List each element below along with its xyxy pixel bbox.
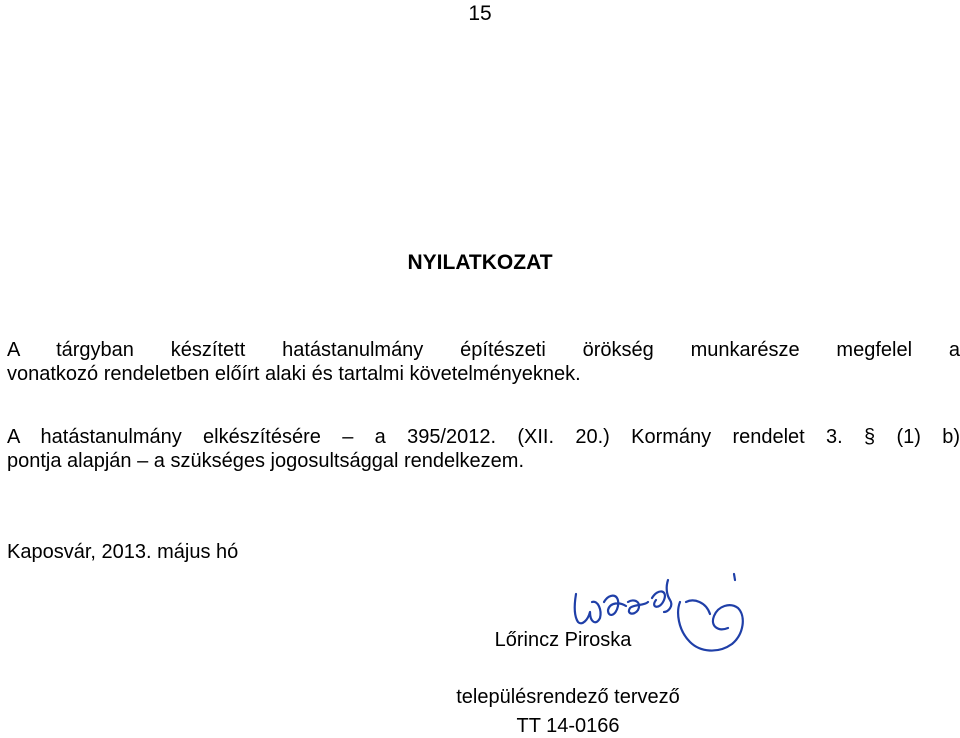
paragraph-line: vonatkozó rendeletben előírt alaki és tartalmi követelményeknek. (7, 363, 581, 385)
paragraph-line: A hatástanulmány elkészítésére – a 395/2012. (XII. 20.) Kormány rendelet 3. § (1) b) (7, 426, 960, 448)
signer-registration-number: TT 14-0166 (516, 715, 620, 737)
signer-name: Lőrincz Piroska (494, 629, 632, 651)
paragraph-line: pontja alapján – a szükséges jogosultsággal rendelkezem. (7, 450, 525, 472)
page-number: 15 (468, 2, 492, 25)
place-and-date: Kaposvár, 2013. május hó (7, 541, 239, 563)
declaration-paragraph (7, 338, 960, 386)
authorization-paragraph (7, 425, 960, 473)
document-title: NYILATKOZAT (407, 251, 553, 274)
paragraph-line: A tárgyban készített hatástanulmány építészeti örökség munkarésze megfelel a (7, 339, 960, 361)
signer-title: településrendező tervező (456, 686, 680, 708)
